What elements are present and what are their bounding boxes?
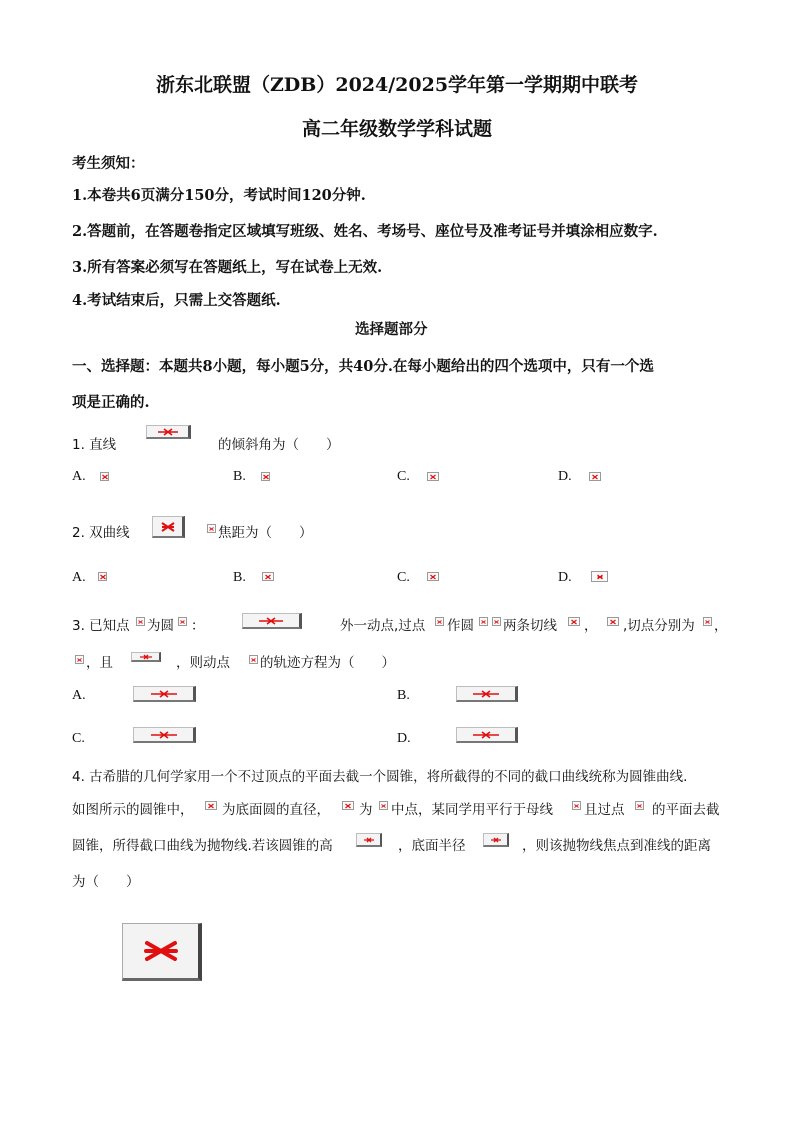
q3-text-9: ， bbox=[714, 618, 728, 634]
q2-prefix: 2. 双曲线 bbox=[72, 525, 130, 541]
q4-line-3a: 圆锥，所得截口曲线为抛物线.若该圆锥的高 bbox=[72, 838, 333, 854]
q4-line-3b: ，底面半径 bbox=[398, 838, 466, 854]
broken-image-icon bbox=[131, 652, 161, 662]
q4-line-1: 4. 古希腊的几何学家用一个不过顶点的平面去截一个圆锥，将所截得的不同的截口曲线统称为圆锥曲线. bbox=[72, 769, 688, 785]
broken-image-icon bbox=[262, 572, 274, 581]
q2-option-a: A. bbox=[72, 570, 86, 585]
q3-option-a: A. bbox=[72, 688, 86, 703]
broken-image-icon bbox=[635, 801, 644, 810]
q4-line-4: 为（ ） bbox=[72, 874, 140, 890]
broken-image-icon bbox=[98, 572, 107, 581]
q3-text-8: ,切点分别为 bbox=[623, 618, 695, 634]
broken-image-icon bbox=[456, 686, 518, 702]
broken-image-icon bbox=[607, 617, 619, 626]
broken-image-icon bbox=[591, 571, 608, 582]
q3-text-2: 为圆 bbox=[147, 618, 174, 634]
q3-option-d: D. bbox=[397, 731, 411, 746]
q1-option-c: C. bbox=[397, 469, 410, 484]
q3-text-1: 3. 已知点 bbox=[72, 618, 130, 634]
q4-line-2e: 且过点 bbox=[584, 802, 625, 818]
q3-text-10: ，且 bbox=[86, 655, 113, 671]
broken-image-icon bbox=[456, 727, 518, 743]
q1-prefix: 1. 直线 bbox=[72, 437, 117, 453]
q2-option-c: C. bbox=[397, 570, 410, 585]
q3-text-11: ，则动点 bbox=[176, 655, 230, 671]
broken-image-icon bbox=[356, 833, 382, 847]
q4-line-2f: 的平面去截 bbox=[652, 802, 720, 818]
section-instruction-line1: 一、选择题：本题共8小题，每小题5分，共40分.在每小题给出的四个选项中，只有一个选 bbox=[72, 358, 654, 375]
q1-option-d: D. bbox=[558, 469, 572, 484]
q1-option-b: B. bbox=[233, 469, 246, 484]
broken-image-icon bbox=[427, 472, 439, 481]
broken-image-icon bbox=[483, 833, 509, 847]
broken-image-icon bbox=[249, 655, 258, 664]
q1-option-a: A. bbox=[72, 469, 86, 484]
q2-option-d: D. bbox=[558, 570, 572, 585]
q3-option-b: B. bbox=[397, 688, 410, 703]
broken-image-icon bbox=[572, 801, 581, 810]
q4-line-2c: 为 bbox=[359, 802, 373, 818]
notice-heading: 考生须知： bbox=[72, 155, 145, 172]
broken-image-icon bbox=[75, 655, 84, 664]
section-instruction-line2: 项是正确的. bbox=[72, 394, 150, 411]
q3-text-3: ： bbox=[191, 618, 205, 634]
broken-image-icon bbox=[379, 801, 388, 810]
q4-line-2b: 为底面圆的直径， bbox=[222, 802, 330, 818]
exam-title: 浙东北联盟（ZDB）2024/2025学年第一学期期中联考 bbox=[155, 74, 639, 96]
q4-line-2d: 中点，某同学用平行于母线 bbox=[391, 802, 553, 818]
broken-image-icon bbox=[342, 801, 354, 810]
q1-suffix: 的倾斜角为（ ） bbox=[218, 437, 340, 453]
broken-image-icon bbox=[207, 524, 216, 533]
exam-subtitle: 高二年级数学学科试题 bbox=[301, 118, 492, 140]
q3-text-5: 作圆 bbox=[447, 618, 474, 634]
broken-image-icon bbox=[133, 686, 196, 702]
broken-image-icon bbox=[435, 617, 444, 626]
q4-line-2a: 如图所示的圆锥中， bbox=[72, 802, 194, 818]
broken-image-icon bbox=[178, 617, 187, 626]
q2-suffix: 焦距为（ ） bbox=[218, 525, 313, 541]
broken-image-icon bbox=[589, 472, 601, 481]
broken-image-icon bbox=[152, 516, 185, 538]
notice-item-1: 1.本卷共6页满分150分，考试时间120分钟. bbox=[72, 187, 366, 204]
broken-image-icon bbox=[122, 923, 202, 981]
notice-item-4: 4.考试结束后，只需上交答题纸. bbox=[72, 292, 281, 309]
broken-image-icon bbox=[100, 472, 109, 481]
broken-image-icon bbox=[492, 617, 501, 626]
broken-image-icon bbox=[261, 472, 270, 481]
broken-image-icon bbox=[427, 572, 439, 581]
q3-text-4: 外一动点,过点 bbox=[340, 618, 426, 634]
section-heading: 选择题部分 bbox=[355, 321, 428, 338]
q3-text-12: 的轨迹方程为（ ） bbox=[260, 655, 395, 671]
q3-text-7: ， bbox=[584, 618, 598, 634]
broken-image-icon bbox=[479, 617, 488, 626]
broken-image-icon bbox=[133, 727, 196, 743]
q4-line-3c: ，则该抛物线焦点到准线的距离 bbox=[522, 838, 711, 854]
broken-image-icon bbox=[146, 425, 191, 439]
broken-image-icon bbox=[242, 613, 302, 629]
notice-item-3: 3.所有答案必须写在答题纸上，写在试卷上无效. bbox=[72, 259, 383, 276]
broken-image-icon bbox=[136, 617, 145, 626]
broken-image-icon bbox=[205, 801, 217, 810]
broken-image-icon bbox=[703, 617, 712, 626]
broken-image-icon bbox=[568, 617, 580, 626]
notice-item-2: 2.答题前，在答题卷指定区域填写班级、姓名、考场号、座位号及准考证号并填涂相应数字. bbox=[72, 223, 658, 240]
q2-option-b: B. bbox=[233, 570, 246, 585]
q3-option-c: C. bbox=[72, 731, 85, 746]
q3-text-6: 两条切线 bbox=[503, 618, 557, 634]
